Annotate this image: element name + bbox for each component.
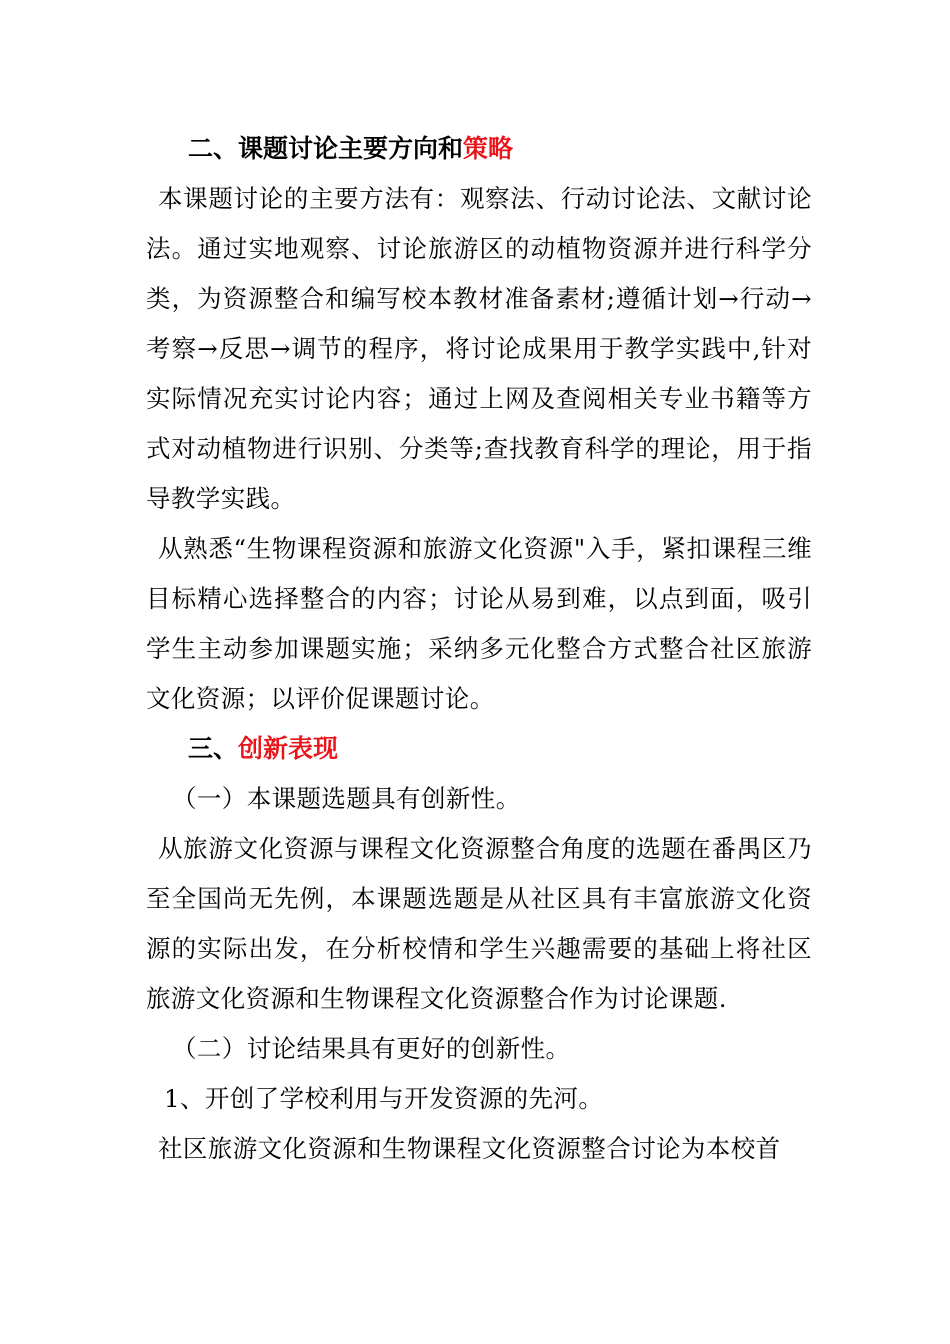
document-body [146,124,812,1174]
heading-text: 二、课题讨论主要方向和 [188,134,464,163]
paragraph-results-start: 社区旅游文化资源和生物课程文化资源整合讨论为本校首 [158,1134,781,1163]
section-heading-strategy [146,124,812,174]
section-heading-innovation [146,724,812,774]
paragraph-methods: 本课题讨论的主要方法有：观察法、行动讨论法、文献讨论法。通过实地观察、讨论旅游区的动植物资源并进行科学分类，为资源整合和编写校本教材准备素材;遵循计划→行动→考察→反思→调节的程序，将讨论成果用于教学实践中,针对实际情况充实讨论内容；通过上网及查阅相关专业书籍等方式对动植物进行识别、分类等;查找教育科学的理论，用于指导教学实践。 [146,184,812,513]
list-item-pioneer: 1、开创了学校利用与开发资源的先河。 [164,1084,604,1113]
subsection-title-topic: （一）本课题选题具有创新性。 [172,784,521,813]
paragraph-approach: 从熟悉“生物课程资源和旅游文化资源"入手，紧扣课程三维目标精心选择整合的内容；讨论从易到难，以点到面，吸引学生主动参加课题实施；采纳多元化整合方式整合社区旅游文化资源；以评价促课题讨论。 [146,534,812,713]
subsection-title-results: （二）讨论结果具有更好的创新性。 [172,1034,571,1063]
heading-text: 三、 [188,734,239,763]
paragraph-topic-innovation: 从旅游文化资源与课程文化资源整合角度的选题在番禺区乃至全国尚无先例，本课题选题是从社区具有丰富旅游文化资源的实际出发，在分析校情和学生兴趣需要的基础上将社区旅游文化资源和生物课程文化资源整合作为讨论课题. [146,834,812,1013]
heading-highlight: 创新表现 [238,734,339,763]
heading-highlight: 策略 [463,134,514,163]
